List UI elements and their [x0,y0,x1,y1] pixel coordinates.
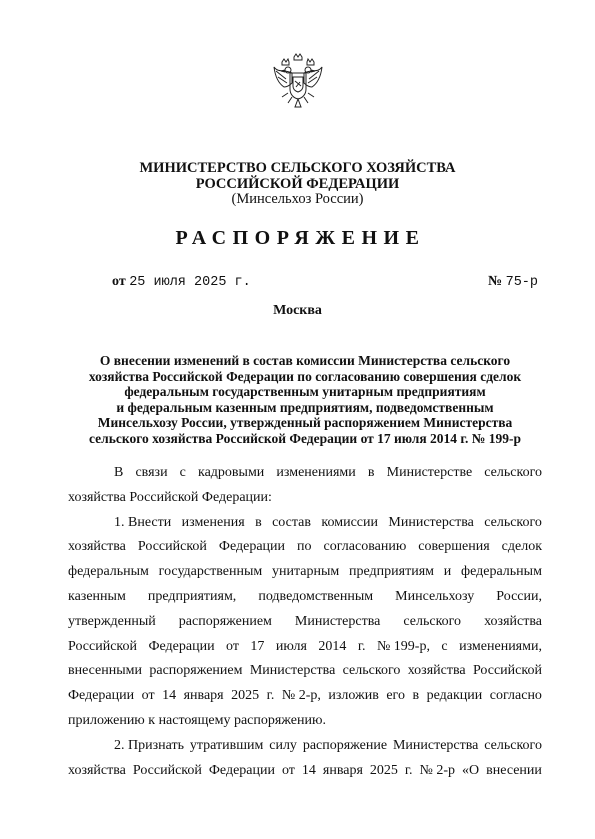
text-line [68,610,542,635]
word: г. [266,688,275,704]
text-line [68,635,542,660]
word: 2014 [318,638,347,654]
word: Министерстве [386,465,473,480]
word: предприятиям [349,564,434,580]
word: казенным [68,588,126,604]
word: Минсельхозу [395,588,475,604]
word: г. [357,638,366,654]
word: сельского [484,514,542,530]
word: № 2-р [419,762,456,778]
word: приложению к настоящему распоряжению. [68,712,326,728]
text-line [68,560,542,585]
word: Российской [137,539,207,555]
word: января [322,762,363,778]
text-line [68,759,542,784]
word: 14 [162,688,177,704]
word: в [367,465,375,480]
word: Министерства [294,613,381,629]
word: от [141,688,155,704]
word: «О [462,762,480,778]
word: 17 [250,638,265,654]
ministry-name-line1: МИНИСТЕРСТВО СЕЛЬСКОГО ХОЗЯЙСТВА [139,160,456,176]
text-line [68,684,542,709]
word: предприятиям, [147,588,237,604]
word: согласно [489,688,542,704]
subject-line: сельского хозяйства Российской Федерации от 17 июля 2014 г. № 199-р [89,430,521,446]
document-number [488,273,538,291]
date-value: 25 июля 2025 г. [129,275,251,290]
word: Министерства [392,737,479,753]
word: Министерства [388,514,474,530]
word: Федерации [68,688,135,704]
word: силу [269,737,297,753]
word: Федерации [218,539,286,555]
word: хозяйства Российской Федерации: [68,489,272,505]
subject-line: О внесении изменений в состав комиссии Министерства сельского [99,353,511,368]
word: Российской [472,663,542,679]
subject-line: федеральным государственным унитарным предприятиям [124,384,486,400]
word: сельского [342,663,401,679]
text-line [68,486,542,511]
word: 14 [301,762,316,778]
word: федеральным [461,564,542,580]
word: хозяйства [68,539,126,555]
word: № 199-р, [376,638,430,654]
word: В [114,465,124,480]
word: внесении [486,762,542,778]
word: кадровыми [198,465,265,480]
word: сделок [501,539,542,555]
subject-line: Минсельхозу России, утвержденный распоряжением Министерства [97,415,513,431]
word: утвержденный [68,613,156,629]
word: от [226,638,239,654]
word: хозяйства [484,613,542,629]
word: Федерации [148,638,215,654]
word: унитарным [272,564,340,580]
number-sign: № [488,274,503,289]
word: согласованию [323,539,407,555]
city: Москва [273,303,322,318]
word: состав [272,514,311,530]
word: в [255,514,262,530]
word: сельского [484,465,542,480]
word: г. [404,762,413,778]
ministry-short-name: (Минсельхоз России) [231,191,364,207]
subject-line: и федеральным казенным предприятиям, подведомственным [116,399,494,415]
word: России, [496,588,542,604]
word: июля [275,638,307,654]
subject-line: хозяйства Российской Федерации по согласованию совершения сделок [88,368,522,384]
word: связи [135,465,168,480]
text-line [68,709,542,734]
word: его [386,688,405,704]
word: изменениями [276,465,356,480]
word: распоряжение [302,737,388,753]
word: от [281,762,295,778]
word: федеральным [68,564,149,580]
ministry-name-line2: РОССИЙСКОЙ ФЕДЕРАЦИИ [195,176,400,192]
word: января [183,688,224,704]
text-line [68,585,542,610]
text-line [68,659,542,684]
word: изменения [181,514,245,530]
item-1-paragraph [68,511,542,734]
preamble-paragraph [68,461,542,511]
word: 1. Внести [114,514,172,530]
word: Федерации [208,762,275,778]
word: № 2-р, [281,688,321,704]
document-date [112,273,251,291]
text-line [68,511,542,536]
word: по [297,539,312,555]
coat-of-arms-icon [272,53,324,109]
word: 2025 [231,688,260,704]
word: хозяйства [407,663,466,679]
word: в [412,688,420,704]
word: внесенными [68,663,143,679]
word: изложив [328,688,379,704]
word: утратившим [189,737,264,753]
word: сельского [484,737,542,753]
word: хозяйства [68,762,126,778]
word: 2. Признать [114,737,184,753]
word: совершения [418,539,490,555]
word: подведомственным [258,588,374,604]
document-subject [70,353,540,447]
text-line [68,535,542,560]
word: государственным [158,564,263,580]
document-body [68,461,542,783]
word: и [443,564,452,580]
word: Министерства [249,663,336,679]
document-type-title: РАСПОРЯЖЕНИЕ [175,227,426,249]
word: с [179,465,186,480]
word: сельского [403,613,462,629]
word: с [441,638,448,654]
word: изменениями, [459,638,542,654]
word: редакции [426,688,483,704]
text-line [68,461,542,486]
number-value: 75-р [505,275,538,290]
word: 2025 [369,762,398,778]
word: распоряжением [149,663,243,679]
word: распоряжением [178,613,272,629]
word: комиссии [321,514,378,530]
date-prefix: от [112,274,126,289]
word: Российской [68,638,137,654]
word: Российской [132,762,202,778]
item-2-paragraph [68,734,542,784]
text-line [68,734,542,759]
